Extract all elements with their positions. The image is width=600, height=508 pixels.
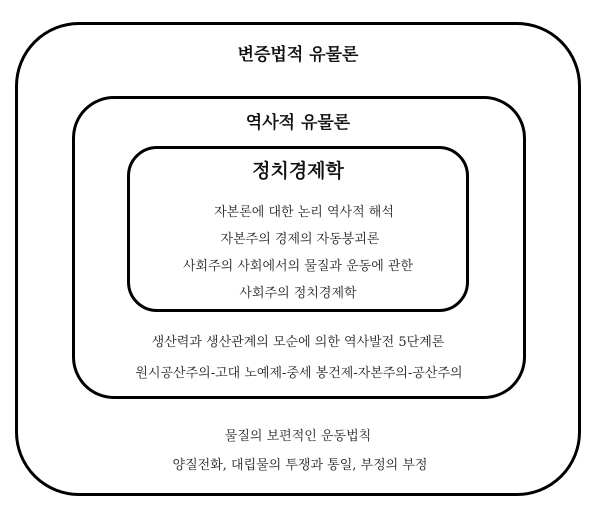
inner-line-1: 자본론에 대한 논리 역사적 해석	[214, 205, 394, 220]
outer-line-2: 양질전화, 대립물의 투쟁과 통일, 부정의 부정	[172, 458, 428, 473]
middle-line-1: 생산력과 생산관계의 모순에 의한 역사발전 5단계론	[151, 335, 445, 350]
inner-title: 정치경제학	[252, 160, 344, 182]
inner-line-3: 사회주의 사회에서의 물질과 운동에 관한	[182, 259, 414, 274]
outer-title: 변증법적 유물론	[237, 45, 359, 65]
outer-line-1: 물질의 보편적인 운동법칙	[224, 429, 372, 444]
inner-line-4: 사회주의 정치경제학	[239, 286, 357, 301]
inner-line-2: 자본주의 경제의 자동붕괴론	[220, 232, 380, 247]
middle-line-2: 원시공산주의-고대 노예제-중세 봉건제-자본주의-공산주의	[135, 366, 463, 381]
middle-title: 역사적 유물론	[245, 113, 351, 133]
